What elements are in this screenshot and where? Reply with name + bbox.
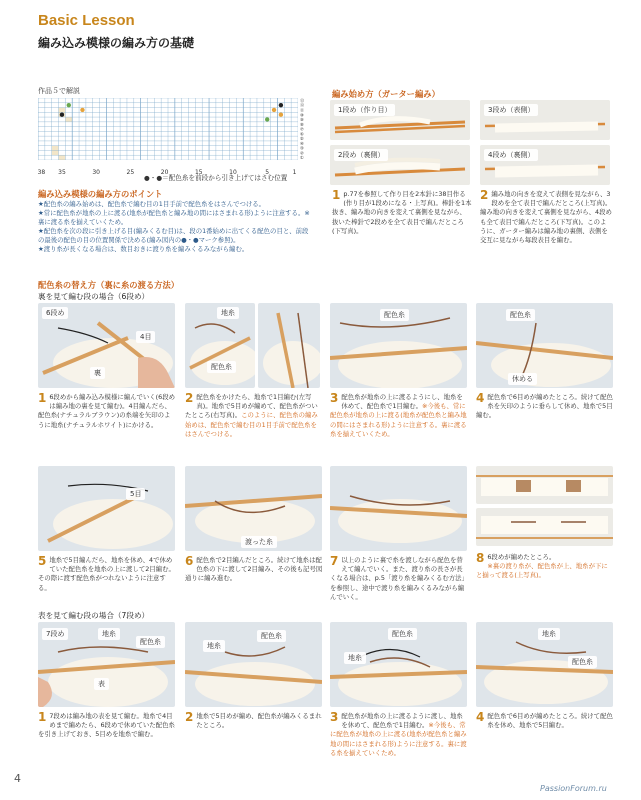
photo-r1-3 bbox=[330, 303, 467, 388]
col-label: 30 bbox=[92, 169, 100, 176]
photo-label: 配色糸 bbox=[136, 636, 165, 648]
photo-label: 休める bbox=[508, 373, 537, 385]
row-label: ⑧ bbox=[300, 121, 304, 127]
chart-cell bbox=[52, 146, 59, 151]
photo-r2-6 bbox=[185, 466, 322, 551]
cast-step-1: 1 p.77を参照して作り目を2本針に38目作る(作り目が1段めになる・上写真)。棒針を1本抜き、編み地の向きを変えて裏側を見ながら、抜いた棒針で2段めを全て表目で編んだところ(下写真)。 bbox=[332, 188, 472, 235]
point-item: ★配色糸を次の段に引き上げる目(編みくるむ目)は、段の1番始めに出てくる配色の目と、前段の最後の配色の目の位置関係で決める(編み図内の●・●マーク参照)。 bbox=[38, 227, 309, 244]
row-label: ⑥ bbox=[300, 131, 304, 137]
photo-label: 4目 bbox=[136, 331, 155, 343]
photo-cast-2 bbox=[330, 145, 470, 185]
photo-r2-7 bbox=[330, 466, 467, 551]
chart-cell bbox=[52, 150, 59, 155]
col-label: 1 bbox=[292, 169, 297, 176]
photo-label: 3段め（表側） bbox=[484, 104, 538, 116]
cast-step-2: 2 編み地の向きを変えて表側を見ながら、3段めを全て表目で編んだところ(上写真)。編み地の向きを変えて裏側を見ながら、4段めも全て表目で編んだところ(下写真)。このように、ガーター編みは編み地の裏側、表側を交互に見ながら毎段表目を編む。 bbox=[480, 188, 612, 245]
caption-r3-1: 1 7段めは編み地の表を見て編む。地糸で4目めまで編めたら、6段めで休めていた配色糸を引き上げておき、5目めを地糸で編む。 bbox=[38, 710, 175, 739]
photo-label: 裏 bbox=[90, 367, 105, 379]
chart-marker bbox=[60, 112, 64, 116]
photo-label: 地糸 bbox=[98, 628, 120, 640]
photo-label: 配色糸 bbox=[380, 309, 409, 321]
photo-r1-2b bbox=[258, 303, 320, 388]
row-label: ⑤ bbox=[300, 136, 304, 142]
row-label: ⑩ bbox=[300, 112, 304, 118]
photo-label: 配色糸 bbox=[388, 628, 417, 640]
photo-label: 6段め bbox=[42, 307, 68, 319]
photo-r3-2 bbox=[185, 622, 322, 707]
photo-r3-1 bbox=[38, 622, 175, 707]
chart-cell bbox=[65, 117, 72, 122]
col-label: 15 bbox=[194, 169, 203, 176]
photo-label: 5目 bbox=[126, 488, 145, 500]
chart-cell bbox=[59, 155, 66, 160]
photo-r2-8b bbox=[476, 508, 613, 546]
row-label: ⑦ bbox=[300, 126, 304, 132]
caption-r1-3: 3 配色糸が地糸の上に渡るようにし、地糸を休めて、配色糸で1目編む。※今後も、常に配色糸が地糸の上に渡る(地糸が配色糸と編み地の間にはさまれる形)ように注意する。裏に渡る糸を揃えていくため。 bbox=[330, 391, 467, 438]
row-label: ⑬ bbox=[300, 98, 305, 103]
photo-r2-8a bbox=[476, 466, 613, 504]
photo-cast-4 bbox=[480, 145, 610, 185]
cast-heading: 編み始め方（ガーター編み） bbox=[332, 89, 440, 99]
photo-label: 渡った糸 bbox=[241, 536, 277, 548]
photo-label: 地糸 bbox=[217, 307, 239, 319]
caption-r3-4: 4 配色糸で6目めが編めたところ。続けて配色糸を休め、地糸で5目編む。 bbox=[476, 710, 613, 730]
col-label: 25 bbox=[126, 169, 135, 176]
photo-r3-3 bbox=[330, 622, 467, 707]
photo-cast-1 bbox=[330, 100, 470, 140]
col-label: 20 bbox=[160, 169, 169, 176]
caption-r1-2: 2 配色糸をかけたら、地糸で1目編む(左写真)。地糸で5目めが編めて、配色糸がついたところ(右写真)。このように、配色糸の編み始めは、配色糸で編む目の1目手前で配色糸をはさんでつける。 bbox=[185, 391, 318, 438]
caption-r2-6: 6 配色糸で2目編んだところ。続けて地糸は配色糸の下に渡して2目編み、その後も記号図通りに編み進む。 bbox=[185, 554, 323, 583]
photo-r1-4 bbox=[476, 303, 613, 388]
photo-label: 地糸 bbox=[344, 652, 366, 664]
chart-grid bbox=[38, 98, 298, 160]
point-item: ★配色糸の編み始めは、配色糸で編む目の1目手前で配色糸をはさんでつける。 bbox=[38, 200, 266, 208]
row-label: ① bbox=[300, 155, 304, 160]
photo-label: 配色糸 bbox=[506, 309, 535, 321]
photo-r2-5 bbox=[38, 466, 175, 551]
point-item: ★渡り糸が長くなる場合は、数目おきに渡り糸を編みくるみながら編む。 bbox=[38, 245, 249, 253]
photo-label: 配色糸 bbox=[257, 630, 286, 642]
photo-label: 2段め（裏側） bbox=[334, 149, 388, 161]
page-number: 4 bbox=[14, 772, 21, 785]
caption-r3-3: 3 配色糸が地糸の上に渡るように渡し、地糸を休めて、配色糸で1目編む。※今後も、常に配色糸が地糸の上に渡る(地糸が配色糸と編み地の間にはさまれる形)ように注意する。裏に渡る糸を揃えていくため。 bbox=[330, 710, 467, 757]
caption-r2-8: 8 6段めが編めたところ。 ※裏の渡り糸が、配色糸が上、地糸が下にと揃って渡る(上写真)。 bbox=[476, 551, 608, 580]
chart-marker bbox=[265, 117, 269, 121]
page-title-en: Basic Lesson bbox=[38, 12, 135, 29]
row-label: ④ bbox=[300, 140, 304, 146]
photo-cast-3 bbox=[480, 100, 610, 140]
row-label: ⑫ bbox=[300, 102, 305, 108]
knitting-chart bbox=[38, 98, 298, 160]
chart-marker bbox=[272, 108, 276, 112]
chart-col-labels bbox=[34, 161, 304, 176]
col-label: 38 bbox=[37, 169, 46, 176]
row-label: ② bbox=[300, 150, 304, 156]
photo-label: 1段め（作り目） bbox=[334, 104, 395, 116]
row-label: ⑪ bbox=[300, 107, 305, 113]
point-item: ★常に配色糸が地糸の上に渡る(地糸が配色糸と編み地の間にはさまれる形)ように注意する。※裏に渡る糸を揃えていくため。 bbox=[38, 209, 310, 226]
sub-heading-ws: 裏を見て編む段の場合（6段め） bbox=[38, 292, 150, 301]
chart-label: 作品５で解説 bbox=[38, 87, 80, 95]
photo-r1-2a bbox=[185, 303, 255, 388]
chart-cell bbox=[59, 108, 66, 113]
photo-label: 表 bbox=[94, 678, 109, 690]
chart-row-labels bbox=[298, 98, 320, 160]
sub-heading-rs: 表を見て編む段の場合（7段め） bbox=[38, 611, 150, 620]
col-label: 35 bbox=[58, 169, 66, 176]
points-heading: 編み込み模様の編み方のポイント bbox=[38, 189, 163, 199]
legend-text: ●・●＝配色糸を前段から引き上げてはさむ位置 bbox=[144, 174, 288, 182]
photo-label: 配色糸 bbox=[207, 361, 236, 373]
caption-r1-4: 4 配色糸で6目めが編めたところ。続けて配色糸を矢印のように垂らして休め、地糸で5目編む。 bbox=[476, 391, 613, 420]
watermark: PassionForum.ru bbox=[540, 784, 607, 793]
photo-label: 7段め bbox=[42, 628, 68, 640]
page-title-jp: 編み込み模様の編み方の基礎 bbox=[38, 36, 195, 50]
photo-label: 地糸 bbox=[538, 628, 560, 640]
caption-r3-2: 2 地糸で5目めが編め、配色糸が編みくるまれたところ。 bbox=[185, 710, 322, 730]
chart-legend bbox=[144, 172, 287, 182]
chart-marker bbox=[279, 112, 283, 116]
col-label: 10 bbox=[229, 169, 237, 176]
change-heading: 配色糸の替え方（裏に糸の渡る方法） bbox=[38, 280, 180, 290]
col-label: 5 bbox=[265, 169, 270, 176]
photo-r1-1 bbox=[38, 303, 175, 388]
chart-marker bbox=[80, 108, 84, 112]
points-list bbox=[38, 200, 310, 254]
chart-marker bbox=[279, 103, 283, 107]
chart-marker bbox=[67, 103, 71, 107]
row-label: ③ bbox=[300, 145, 304, 151]
photo-r3-4 bbox=[476, 622, 613, 707]
row-label: ⑨ bbox=[300, 117, 304, 123]
photo-label: 地糸 bbox=[203, 640, 225, 652]
caption-r2-5: 5 地糸で5目編んだら、地糸を休め、4で休めていた配色糸を地糸の上に渡して2目編む。その際に渡す配色糸がつれないように注意する。 bbox=[38, 554, 175, 592]
caption-r1-1: 1 6段めから編み込み模様に編んでいく(6段めは編み地の裏を見て編む)。4目編んだら、配色糸(ナチュラルブラウン)の糸端を矢印のように地糸(ナチュラルホワイト)にかける。 bbox=[38, 391, 176, 429]
photo-label: 配色糸 bbox=[568, 656, 597, 668]
caption-r2-7: 7 以上のように裏で糸を渡しながら配色を替えて編んでいく。また、渡り糸の長さが長くなる場合は、p.5「渡り糸を編みくるむ方法」を参照し、途中で渡り糸を編みくるみながら編んでいく。 bbox=[330, 554, 468, 601]
photo-label: 4段め（裏側） bbox=[484, 149, 538, 161]
